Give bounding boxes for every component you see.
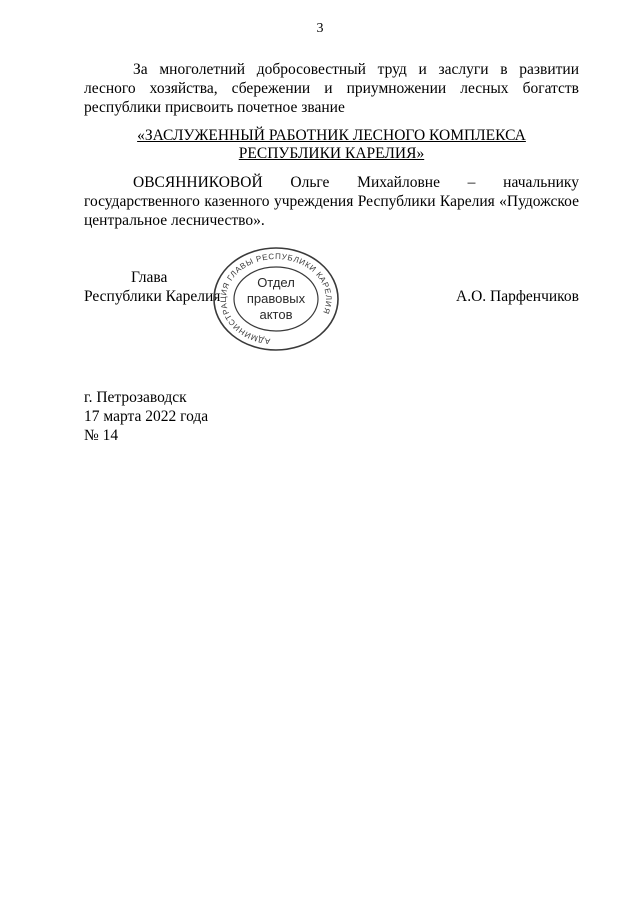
signatory-role-line-1: Глава <box>131 269 168 286</box>
official-stamp <box>212 247 340 353</box>
award-title-line-2: РЕСПУБЛИКИ КАРЕЛИЯ» <box>238 145 425 162</box>
document-date: 17 марта 2022 года <box>84 408 209 425</box>
signatory-name: А.О. Парфенчиков <box>456 288 579 305</box>
page-number: 3 <box>316 21 324 36</box>
place-of-signing: г. Петрозаводск <box>84 389 187 406</box>
stamp-line-2: правовых <box>246 291 306 306</box>
stamp-line-3: актов <box>259 307 293 322</box>
award-title <box>84 127 579 163</box>
award-title-line-1: «ЗАСЛУЖЕННЫЙ РАБОТНИК ЛЕСНОГО КОМПЛЕКСА <box>137 127 526 144</box>
stamp-line-1: Отдел <box>257 275 295 290</box>
intro-paragraph: За многолетний добросовестный труд и заслуги в развитии лесного хозяйства, сбережении и приумножении лесных богатств республики присвоить почетное звание <box>84 61 579 116</box>
awardee-paragraph: ОВСЯННИКОВОЙ Ольге Михайловне – начальнику государственного казенного учреждения Республики Карелия «Пудожское центральное лесничество». <box>84 174 579 229</box>
signatory-role-line-2: Республики Карелия <box>84 288 221 305</box>
document-number: № 14 <box>84 427 119 444</box>
stamp-ring-text: АДМИНИСТРАЦИЯ ГЛАВЫ РЕСПУБЛИКИ КАРЕЛИЯ <box>218 251 334 346</box>
document-footer <box>84 388 208 445</box>
signatory-role <box>84 268 220 306</box>
